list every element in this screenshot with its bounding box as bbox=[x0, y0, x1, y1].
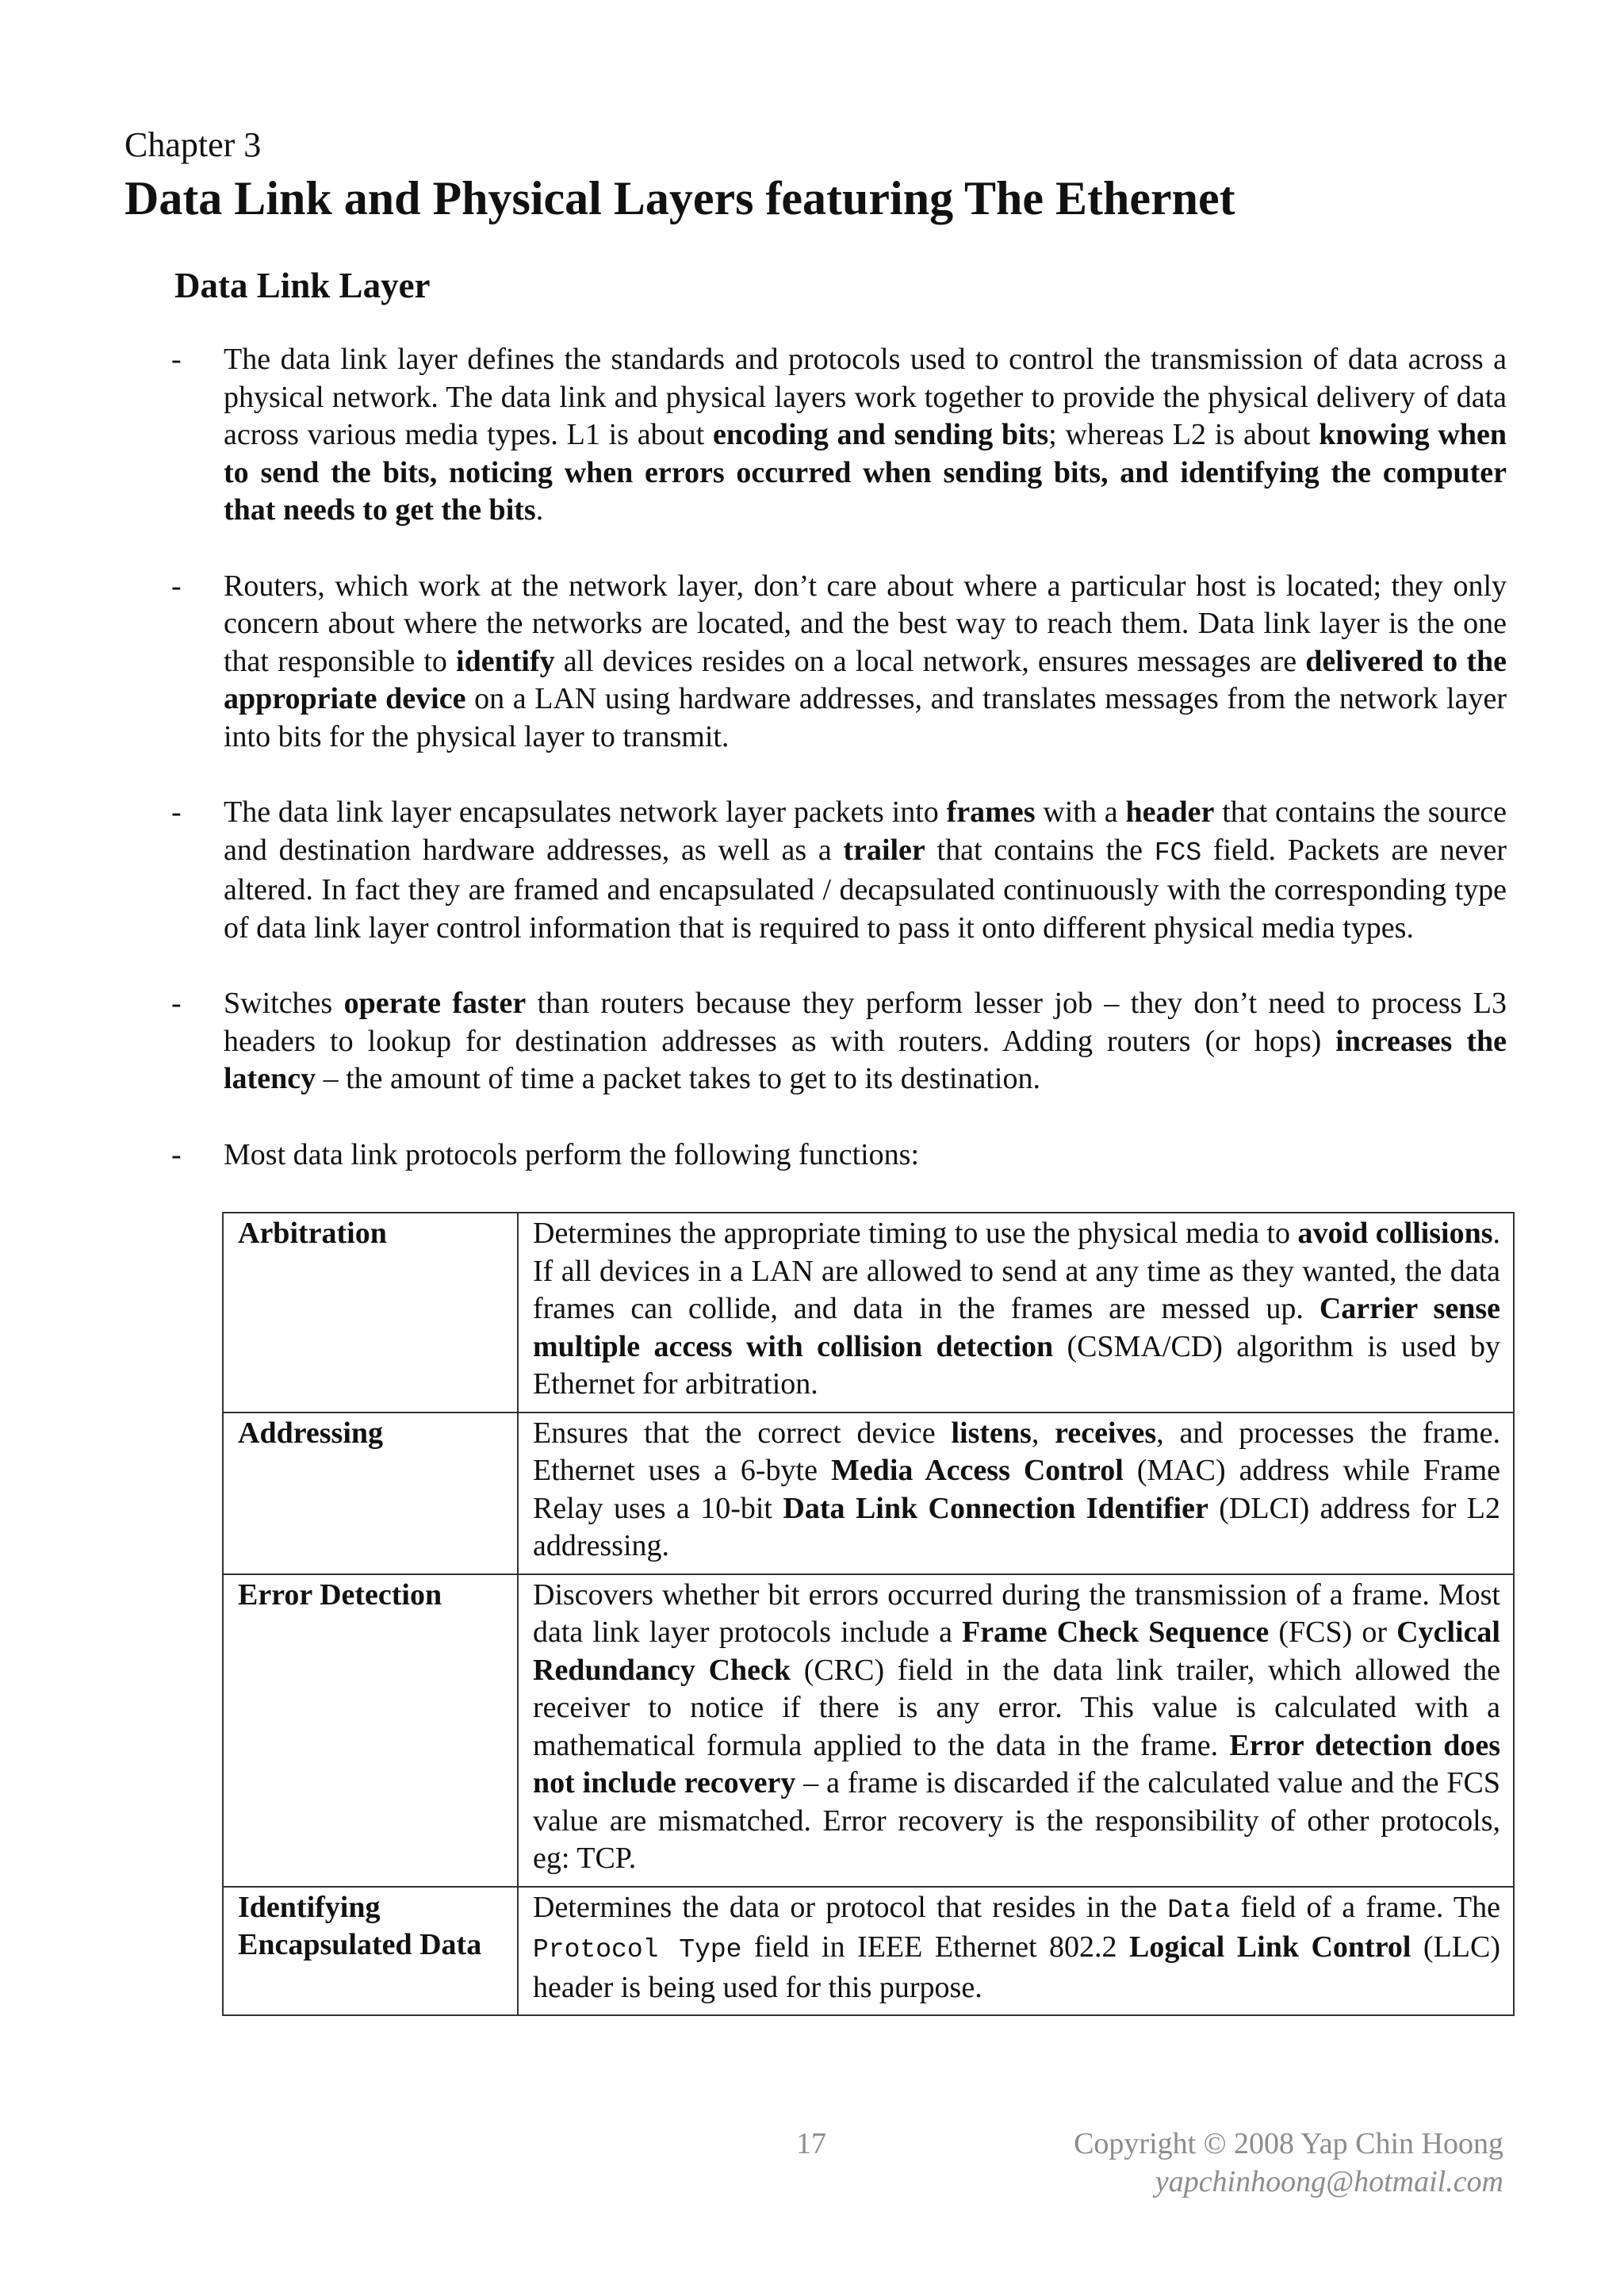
author-email: yapchinhoong@hotmail.com bbox=[1155, 2165, 1503, 2198]
bullet-marker: - bbox=[171, 343, 182, 376]
code-text: FCS bbox=[1154, 838, 1202, 868]
text-run: Switches bbox=[224, 987, 344, 1020]
function-term: Identifying Encapsulated Data bbox=[223, 1887, 518, 2016]
bold-text: Error detection does not include recovery bbox=[533, 1728, 1500, 1800]
text-run: that contains the bbox=[925, 833, 1155, 867]
bold-text: receives bbox=[1055, 1416, 1157, 1450]
text-run: Discovers whether bit errors occurred during the transmission of a frame. Most data link layer protocols include a bbox=[533, 1577, 1500, 1649]
functions-table bbox=[222, 1212, 1515, 2016]
function-term: Error Detection bbox=[223, 1574, 518, 1887]
bold-text: header bbox=[1125, 795, 1215, 829]
text-run: (CSMA/CD) algorithm is used by Ethernet for arbitration. bbox=[533, 1329, 1500, 1401]
table-row bbox=[223, 1574, 1514, 1887]
bold-text: Logical Link Control bbox=[1129, 1930, 1411, 1964]
text-run: (CRC) field in the data link trailer, which allowed the receiver to notice if there is any error. This value is calculated with a mathematical formula applied to the data in the frame. bbox=[533, 1653, 1501, 1762]
text-run: ; whereas L2 is about bbox=[1048, 418, 1320, 451]
bold-text: knowing when to send the bits, noticing when errors occurred when sending bits, and identifying the computer that needs to get the bits bbox=[224, 418, 1507, 527]
bullet-list bbox=[168, 341, 1507, 1174]
text-run: that contains the source and destination hardware addresses, as well as a bbox=[224, 795, 1507, 867]
bold-text: frames bbox=[946, 795, 1036, 829]
bold-text: delivered to the appropriate device bbox=[224, 644, 1507, 715]
text-run: – the amount of time a packet takes to get to its destination. bbox=[316, 1062, 1040, 1095]
text-run: – a frame is discarded if the calculated value and the FCS value are mismatched. Error recovery is the responsibility of other protocols, eg: TCP. bbox=[533, 1766, 1500, 1875]
bold-text: Media Access Control bbox=[830, 1454, 1124, 1487]
function-term: Addressing bbox=[223, 1412, 518, 1574]
bold-text: encoding and sending bits bbox=[713, 418, 1049, 451]
bold-text: Carrier sense multiple access with collision detection bbox=[533, 1292, 1500, 1363]
function-description bbox=[518, 1213, 1514, 1412]
bold-text: increases the latency bbox=[224, 1024, 1507, 1095]
chapter-label: Chapter 3 bbox=[124, 125, 262, 164]
bold-text: listens bbox=[951, 1416, 1032, 1450]
text-run: . bbox=[535, 493, 544, 527]
function-term: Arbitration bbox=[223, 1213, 518, 1412]
text-run: Routers, which work at the network layer, don’t care about where a particular host is located; they only concern about where the networks are located, and the best way to reach them. Data link layer is the one that responsible to bbox=[224, 569, 1507, 678]
bold-text: trailer bbox=[843, 833, 925, 867]
table-row bbox=[223, 1412, 1514, 1574]
bullet-item bbox=[168, 1137, 1507, 1175]
bullet-item bbox=[168, 794, 1507, 947]
table-row bbox=[223, 1213, 1514, 1412]
function-description bbox=[518, 1412, 1514, 1574]
text-run: Ensures that the correct device bbox=[533, 1416, 952, 1450]
bullet-item bbox=[168, 985, 1507, 1098]
bold-text: Data Link Connection Identifier bbox=[783, 1491, 1208, 1525]
bold-text: operate faster bbox=[343, 987, 527, 1020]
bullet-item bbox=[168, 568, 1507, 757]
function-description bbox=[518, 1574, 1514, 1887]
text-run: , bbox=[1031, 1416, 1055, 1450]
text-run: (DLCI) address for L2 addressing. bbox=[533, 1491, 1500, 1562]
bullet-marker: - bbox=[171, 569, 182, 603]
text-run: The data link layer defines the standards and protocols used to control the transmission of data across a physical network. The data link and physical layers work together to provide the physical delivery of data across various media types. L1 is about bbox=[224, 343, 1507, 451]
bullet-item bbox=[168, 341, 1507, 530]
table-row bbox=[223, 1887, 1514, 2016]
text-run: (FCS) or bbox=[1269, 1616, 1397, 1649]
bullet-marker: - bbox=[171, 987, 182, 1020]
code-text: Protocol Type bbox=[533, 1935, 742, 1964]
text-run: Most data link protocols perform the following functions: bbox=[224, 1137, 920, 1171]
text-run: Determines the appropriate timing to use the physical media to bbox=[533, 1217, 1298, 1250]
bold-text: identify bbox=[456, 644, 555, 678]
text-run: field of a frame. The bbox=[1230, 1890, 1500, 1924]
function-description bbox=[518, 1887, 1514, 2016]
page-number: 17 bbox=[796, 2127, 826, 2160]
text-run: field in IEEE Ethernet 802.2 bbox=[741, 1930, 1129, 1964]
code-text: Data bbox=[1167, 1895, 1231, 1925]
text-run: , and processes the frame. Ethernet uses a 6-byte bbox=[533, 1416, 1500, 1487]
chapter-title: Data Link and Physical Layers featuring The Ethernet bbox=[124, 172, 1235, 224]
text-run: all devices resides on a local network, ensures messages are bbox=[554, 644, 1306, 678]
copyright-notice: Copyright © 2008 Yap Chin Hoong bbox=[1074, 2127, 1503, 2160]
text-run: (MAC) address while Frame Relay uses a 10-bit bbox=[533, 1454, 1500, 1525]
text-run: with a bbox=[1035, 795, 1126, 829]
text-run: on a LAN using hardware addresses, and translates messages from the network layer into bits for the physical layer to transmit. bbox=[224, 682, 1507, 753]
section-title: Data Link Layer bbox=[174, 266, 431, 305]
text-run: field. Packets are never altered. In fact they are framed and encapsulated / decapsulated continuously with the corresponding type of data link layer control information that is required to pass it onto different physical media types. bbox=[224, 833, 1507, 945]
text-run: (LLC) header is being used for this purpose. bbox=[533, 1930, 1500, 2004]
bold-text: Cyclical Redundancy Check bbox=[533, 1616, 1500, 1687]
bullet-marker: - bbox=[171, 795, 182, 829]
bold-text: avoid collisions bbox=[1297, 1217, 1493, 1250]
text-run: than routers because they perform lesser job – they don’t need to process L3 headers to lookup for destination addresses as with routers. Adding routers (or hops) bbox=[224, 987, 1507, 1058]
text-run: The data link layer encapsulates network layer packets into bbox=[224, 795, 947, 829]
text-run: Determines the data or protocol that resides in the bbox=[533, 1890, 1168, 1924]
bold-text: Frame Check Sequence bbox=[962, 1616, 1270, 1649]
bullet-marker: - bbox=[171, 1137, 182, 1171]
text-run: . If all devices in a LAN are allowed to send at any time as they wanted, the data frames can collide, and data in the frames are messed up. bbox=[533, 1217, 1501, 1325]
